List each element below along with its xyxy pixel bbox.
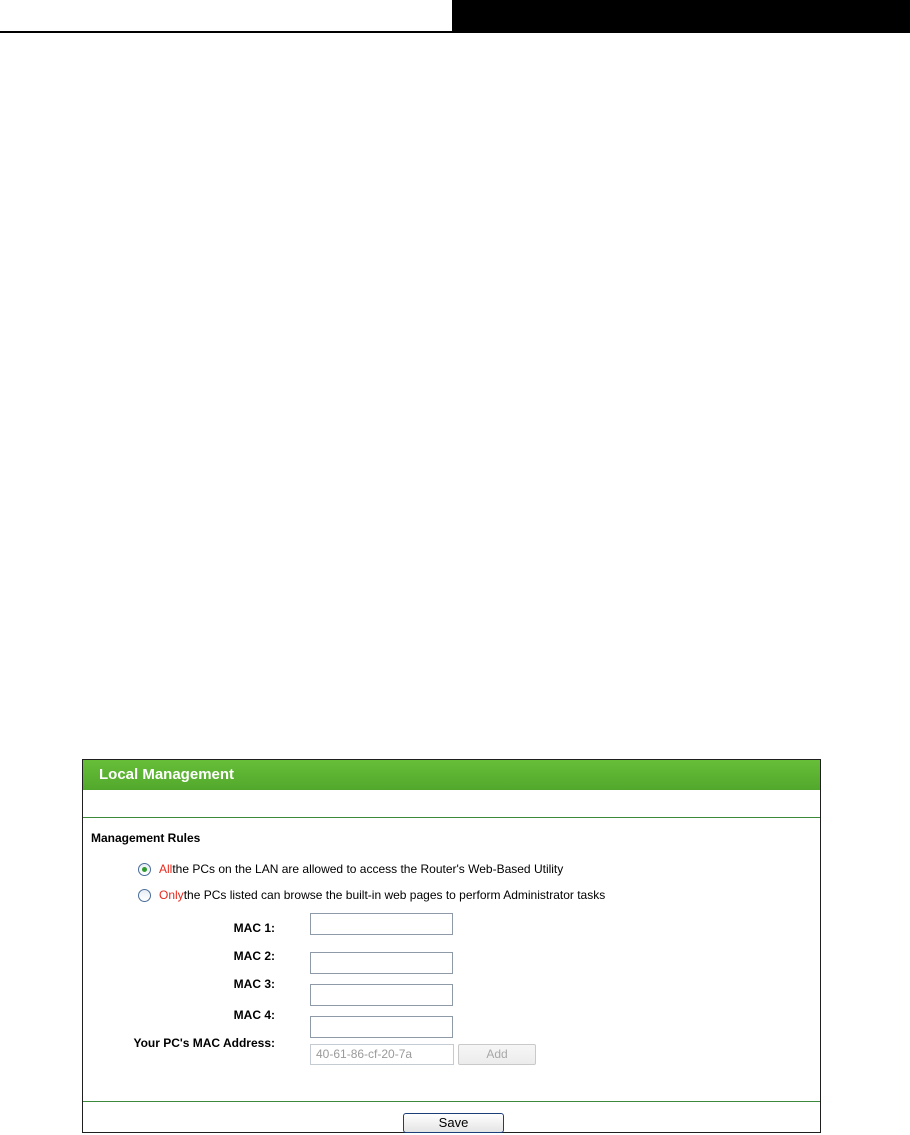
- radio-only[interactable]: [138, 889, 151, 902]
- mac4-input[interactable]: [310, 1016, 453, 1038]
- add-button[interactable]: Add: [458, 1044, 536, 1065]
- radio-all[interactable]: [138, 863, 151, 876]
- mac4-label: MAC 4:: [233, 1008, 275, 1022]
- mac1-input[interactable]: [310, 913, 453, 935]
- radio-all-highlight: All: [159, 862, 173, 876]
- header-black-block: [452, 0, 910, 33]
- radio-only-label: the PCs listed can browse the built-in web pages to perform Administrator tasks: [183, 888, 606, 902]
- header-rule: [0, 31, 452, 33]
- mac3-label: MAC 3:: [233, 977, 275, 991]
- radio-row-all[interactable]: [138, 861, 563, 877]
- mac3-input[interactable]: [310, 984, 453, 1006]
- save-button[interactable]: Save: [403, 1113, 504, 1133]
- your-mac-label: Your PC's MAC Address:: [133, 1036, 275, 1050]
- panel-divider-bottom: [83, 1101, 820, 1102]
- panel-title: Local Management: [83, 760, 820, 790]
- section-title: Management Rules: [91, 831, 201, 845]
- panel-divider-top: [83, 817, 820, 818]
- document-header: [0, 0, 910, 34]
- mac1-label: MAC 1:: [233, 921, 275, 935]
- mac2-label: MAC 2:: [233, 949, 275, 963]
- radio-all-label: the PCs on the LAN are allowed to access the Router's Web-Based Utility: [172, 862, 564, 876]
- local-management-panel: [82, 759, 821, 1133]
- your-mac-value: 40-61-86-cf-20-7a: [310, 1044, 454, 1065]
- radio-only-highlight: Only: [159, 888, 184, 902]
- mac2-input[interactable]: [310, 952, 453, 974]
- radio-row-only[interactable]: [138, 887, 605, 903]
